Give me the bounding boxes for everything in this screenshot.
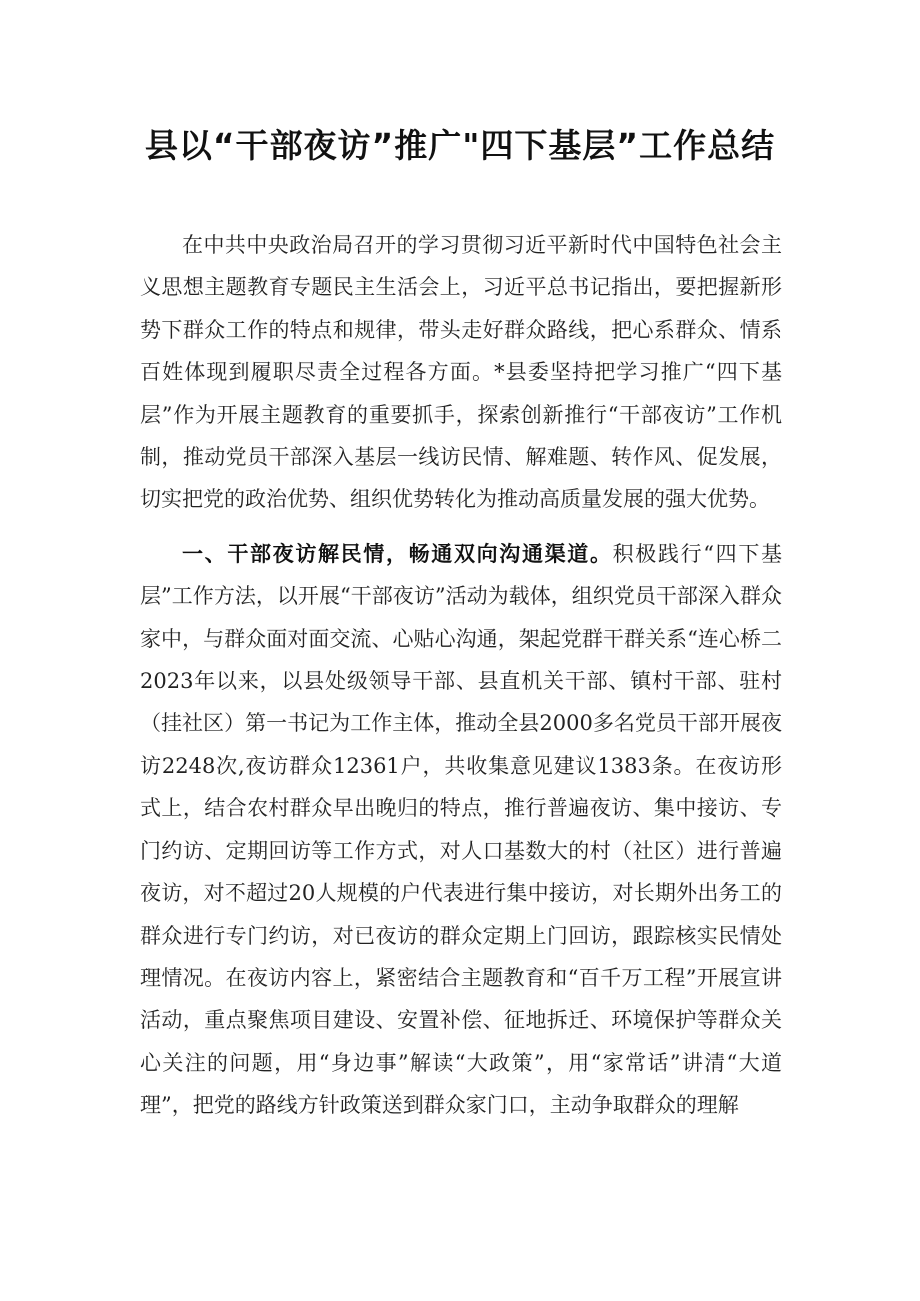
document-title: 县以“干部夜访”推广"四下基层”工作总结 — [144, 126, 776, 165]
intro-paragraph: 在中共中央政治局召开的学习贯彻习近平新时代中国特色社会主义思想主题教育专题民主生活会上，习近平总书记指出，要把握新形势下群众工作的特点和规律，带头走好群众路线，把心系群众、情系百姓体现到履职尽责全过程各方面。*县委坚持把学习推广“四下基层”作为开展主题教育的重要抓手，探索创新推行“干部夜访”工作机制，推动党员干部深入基层一线访民情、解难题、转作风、促发展，切实把党的政治优势、组织优势转化为推动高质量发展的强大优势。 — [140, 233, 782, 512]
section-1-heading: 一、干部夜访解民情，畅通双向沟通渠道。 — [182, 541, 613, 566]
section-1-text: 积极践行“四下基层”工作方法，以开展“干部夜访”活动为载体，组织党员干部深入群众家中，与群众面对面交流、心贴心沟通，架起党群干群关系“连心桥二2023年以来，以县处级领导干部、县直机关干部、镇村干部、驻村（挂社区）第一书记为工作主体，推动全县2000多名党员干部开展夜访2248次,夜访群众12361户，共收集意见建议1383条。在夜访形式上，结合农村群众早出晚归的特点，推行普遍夜访、集中接访、专门约访、定期回访等工作方式，对人口基数大的村（社区）进行普遍夜访，对不超过20人规模的户代表进行集中接访，对长期外出务工的群众进行专门约访，对已夜访的群众定期上门回访，跟踪核实民情处理情况。在夜访内容上，紧密结合主题教育和“百千万工程”开展宣讲活动，重点聚焦项目建设、安置补偿、征地拆迁、环境保护等群众关心关注的问题，用“身边事”解读“大政策”，用“家常话”讲清“大道理”，把党的路线方针政策送到群众家门口，主动争取群众的理解 — [140, 541, 782, 1118]
document-body — [140, 224, 782, 1127]
section-1-paragraph — [140, 533, 782, 1127]
